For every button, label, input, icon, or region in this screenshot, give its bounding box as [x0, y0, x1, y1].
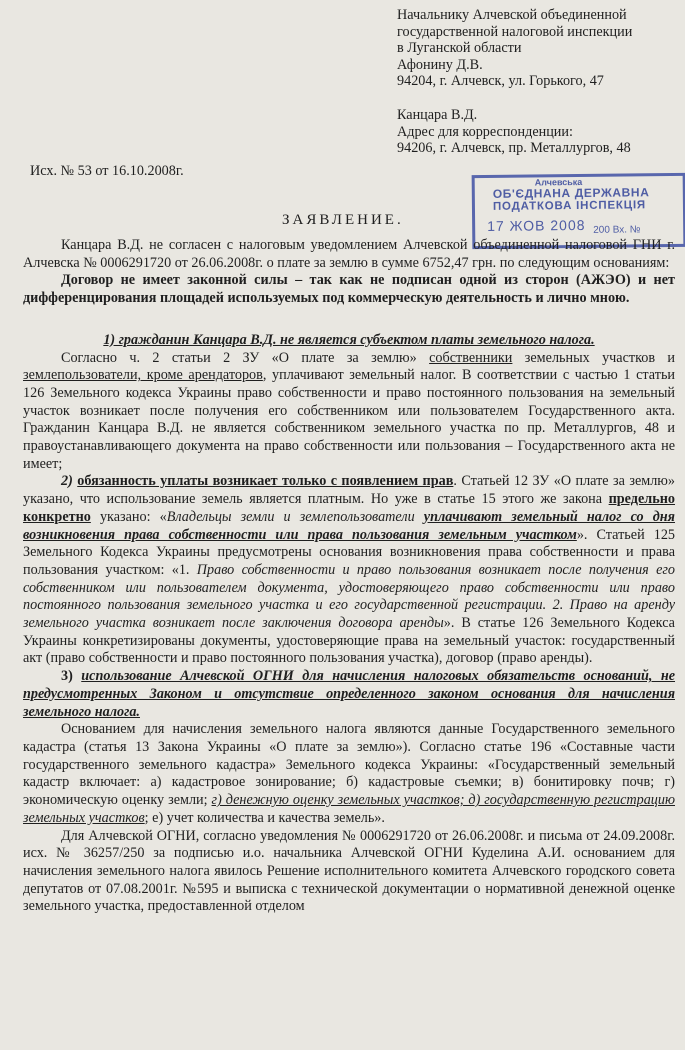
outgoing-reference: Исх. № 53 от 16.10.2008г. — [30, 163, 184, 179]
text-run: ». В статье 126 Земельного Кодекса Украины конкретизированы документы, удостоверяющие права на земельный участок: государственный акт (право собственности и право постоянного пользования участка), договор (право аренды). — [23, 615, 675, 667]
address-line: Афонину Д.В. — [397, 56, 483, 73]
section-2-number: 2) — [61, 473, 78, 490]
stamp-incoming-number: 200 Вх. № — [593, 224, 641, 236]
text-run: . Статьей 12 ЗУ «О плате за землю» указано, что использование земель является платным. Но уже в статье 15 этого же закона — [23, 473, 676, 508]
sender-line: Канцара В.Д. — [397, 106, 478, 123]
section-3-text — [23, 721, 675, 827]
section-2-heading: обязанность уплаты возникает только с появлением прав — [77, 473, 454, 490]
text-run: указано: « — [90, 508, 167, 525]
thesis-paragraph: Договор не имеет законной силы – так как не подписан одной из сторон (АЖЭО) и нет дифференцирования площадей используемых под коммерческую деятельность и лично мною. — [23, 272, 675, 307]
sender-line: Адрес для корреспонденции: — [397, 123, 573, 140]
address-line: государственной налоговой инспекции — [397, 23, 633, 40]
document-title: ЗАЯВЛЕНИЕ. — [282, 212, 404, 228]
text-run-underlined: землепользователи, кроме арендаторов — [23, 367, 263, 384]
section-2-text — [23, 473, 675, 668]
stamp-city: Алчевська — [534, 176, 583, 188]
section-3-number: 3) — [61, 668, 82, 685]
text-run: Согласно ч. 2 статьи 2 ЗУ «О плате за землю» — [61, 349, 430, 366]
section-1-heading: 1) гражданин Канцара В.Д. не является субъектом платы земельного налога. — [103, 331, 595, 348]
intro-paragraph: Канцара В.Д. не согласен с налоговым уведомлением Алчевской объединенной налоговой ГНИ г. Алчевска № 0006291720 от 26.06.2008г. о плате за землю в сумме 6752,47 грн. по следующим основаниям: — [23, 237, 675, 271]
section-3-paragraph-2: Для Алчевской ОГНИ, согласно уведомления № 0006291720 от 26.06.2008г. и письма от 24.09.2008г. исх. № 36257/250 за подписью и.о. начальника Алчевской ОГНИ Куделина А.И. основанием для начисления земельного налога явилось Решение исполнительного комитета Алчевского городского совета депутатов от 07.08.2001г. №595 и выписка с технической документации о нормативной денежной оценке земельного участка, предоставленной отделом — [23, 827, 675, 915]
text-run: ». Статьей 125 Земельного Кодекса Украины предусмотрены основания возникновения права собственности и права пользования участком: «1. — [23, 526, 675, 578]
address-line: Начальнику Алчевской объединенной — [397, 7, 627, 23]
stamp-date: 17 ЖОВ 2008 — [487, 216, 586, 234]
stamp-line: ПОДАТКОВА ІНСПЕКЦІЯ — [492, 199, 647, 213]
recipient-address — [397, 7, 677, 157]
document-body — [23, 237, 675, 916]
text-run: , уплачивают земельный налог. В соответствии с частью 1 статьи 126 Земельного кодекса Украины право собственности и право постоянного пользования на земельный участок возникает после получения его собственником или пользователем Государственного акта. Гражданин Канцара В.Д. не является собственником земельного участка по пр. Металлургов, 48 и правоустанавливающего документа на право собственности или пользования – Государственного акта не имеет; — [23, 367, 676, 472]
text-run-underlined: предельно конкретно — [23, 491, 675, 525]
text-run-underlined: собственники — [429, 349, 513, 366]
section-3-heading — [23, 668, 675, 721]
text-run-italic: Право собственности и право пользования возникает после получения его собственником или пользователем документа, удостоверяющего право собственности или право постоянного пользования земельного участка и его государственной регистрации. 2. Право на аренду земельного участка возникает после заключения договора аренды — [23, 561, 676, 632]
address-line: в Луганской области — [397, 40, 522, 57]
stamp-line: ОБ'ЄДНАНА ДЕРЖАВНА — [492, 185, 650, 201]
text-run-italic: г) денежную оценку земельных участков; д) государственную регистрацию земельных участков — [23, 792, 675, 826]
section-3-heading-text: использование Алчевской ОГНИ для начисления налоговых обязательств оснований, не предусмотренных Законом и отсутствие определенного законом основания для начисления земельного налога. — [23, 668, 676, 720]
section-1-text — [23, 350, 675, 474]
text-run: земельных участков и — [512, 349, 675, 366]
text-run-italic: Владельцы земли и землепользователи — [166, 508, 424, 525]
sender-line: 94206, г. Алчевск, пр. Металлургов, 48 — [397, 140, 631, 157]
text-run: ; е) учет количества и качества земель». — [144, 809, 385, 826]
text-run-emphasis: уплачивают земельный налог со дня возникновения права собственности или права пользования земельным участком — [23, 508, 675, 543]
text-run: Основанием для начисления земельного налога являются данные Государственного земельного кадастра (статья 13 Закона Украины «О плате за землю»). Согласно статье 196 «Составные части государственного земельного кадастра» Земельного кодекса Украины: «Государственный земельный кадастр включает: а) кадастровое зонирование; б) кадастровые съемки; в) бонитировку почв; г) экономическую оценку земли; — [23, 721, 675, 809]
address-line: 94204, г. Алчевск, ул. Горького, 47 — [397, 73, 604, 90]
